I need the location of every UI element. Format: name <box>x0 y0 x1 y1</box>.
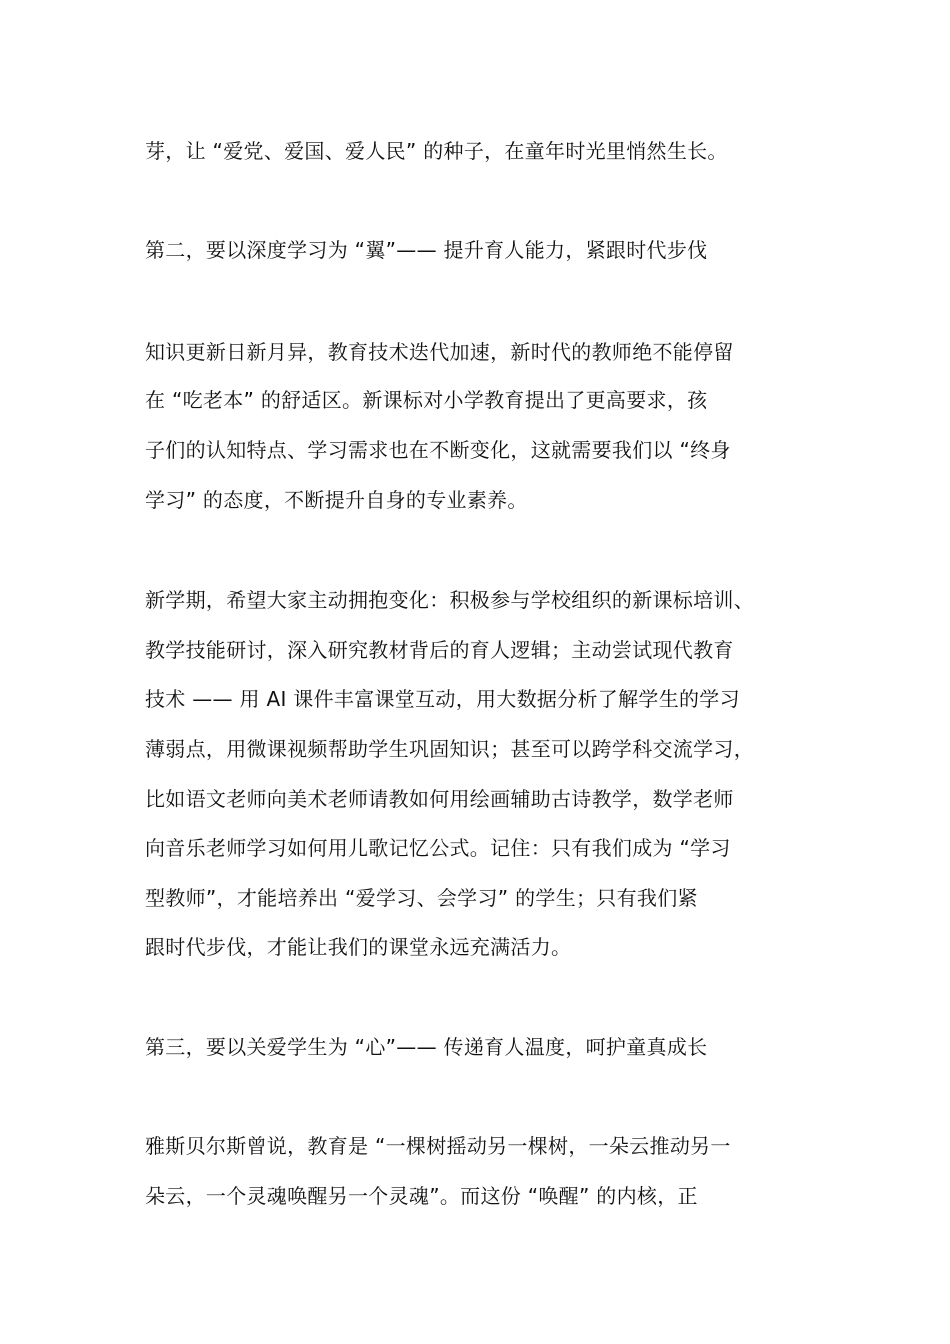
paragraph-3-line-7: 型教师”，才能培养出 “爱学习、会学习” 的学生；只有我们紧 <box>145 886 698 910</box>
paragraph-3-line-6: 向音乐老师学习如何用儿歌记忆公式。记住：只有我们成为 “学习 <box>145 836 731 860</box>
paragraph-2-line-1: 知识更新日新月异，教育技术迭代加速，新时代的教师绝不能停留 <box>145 340 734 364</box>
paragraph-2-line-2: 在 “吃老本” 的舒适区。新课标对小学教育提出了更高要求，孩 <box>145 388 708 412</box>
paragraph-3-line-4: 薄弱点，用微课视频帮助学生巩固知识；甚至可以跨学科交流学习， <box>145 737 754 761</box>
paragraph-3-line-8: 跟时代步伐，才能让我们的课堂永远充满活力。 <box>145 935 572 959</box>
paragraph-2-line-3: 子们的认知特点、学习需求也在不断变化，这就需要我们以 “终身 <box>145 438 731 462</box>
paragraph-3-line-2: 教学技能研讨，深入研究教材背后的育人逻辑；主动尝试现代教育 <box>145 638 734 662</box>
section-heading-3: 第三，要以关爱学生为 “心”—— 传递育人温度，呵护童真成长 <box>145 1035 708 1059</box>
paragraph-2-line-4: 学习” 的态度，不断提升自身的专业素养。 <box>145 488 528 512</box>
paragraph-4-line-2: 朵云，一个灵魂唤醒另一个灵魂”。而这份 “唤醒” 的内核，正 <box>145 1184 698 1208</box>
section-heading-2: 第二，要以深度学习为 “翼”—— 提升育人能力，紧跟时代步伐 <box>145 238 708 262</box>
paragraph-3-line-3: 技术 —— 用 AI 课件丰富课堂互动，用大数据分析了解学生的学习 <box>145 687 740 711</box>
paragraph-3-line-5: 比如语文老师向美术老师请教如何用绘画辅助古诗教学，数学老师 <box>145 787 734 811</box>
paragraph-3-line-1: 新学期，希望大家主动拥抱变化：积极参与学校组织的新课标培训、 <box>145 588 754 612</box>
paragraph-1-line-1: 芽，让 “爱党、爱国、爱人民” 的种子，在童年时光里悄然生长。 <box>145 139 728 163</box>
paragraph-4-line-1: 雅斯贝尔斯曾说，教育是 “一棵树摇动另一棵树，一朵云推动另一 <box>145 1134 731 1158</box>
